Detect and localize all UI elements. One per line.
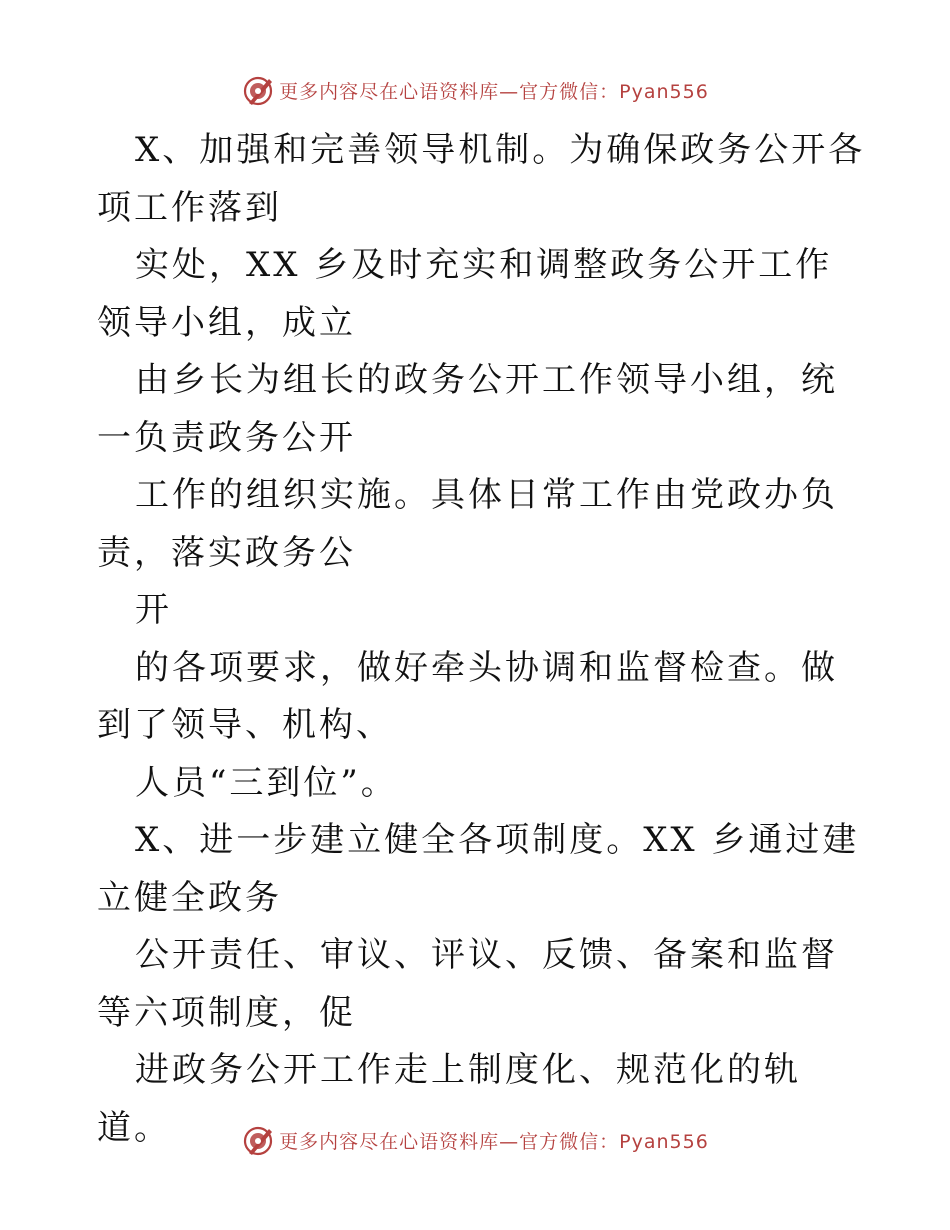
paragraph: 工作的组织实施。具体日常工作由党政办负责，落实政务公	[97, 475, 838, 573]
document-body	[97, 122, 867, 1157]
paragraph: 的各项要求，做好牵头协调和监督检查。做到了领导、机构、	[97, 647, 838, 745]
quill-seal-icon	[241, 73, 275, 107]
quill-seal-icon	[241, 1123, 275, 1157]
footer-banner	[0, 1120, 950, 1160]
footer-banner-text: 更多内容尽在心语资料库—官方微信：Pyan556	[279, 1130, 709, 1153]
paragraph: 人员“三到位”。	[135, 762, 398, 803]
paragraph: 公开责任、审议、评议、反馈、备案和监督等六项制度，促	[97, 935, 838, 1033]
paragraph: 由乡长为组长的政务公开工作领导小组，统一负责政务公开	[97, 360, 838, 458]
paragraph: X、加强和完善领导机制。为确保政务公开各项工作落到	[97, 130, 866, 228]
header-banner	[0, 70, 950, 110]
paragraph: 开	[135, 590, 172, 630]
paragraph: X、进一步建立健全各项制度。XX 乡通过建立健全政务	[97, 820, 860, 918]
header-banner-text: 更多内容尽在心语资料库—官方微信：Pyan556	[279, 80, 709, 103]
paragraph: 进政务公开工作走上制度化、规范化的轨道。	[97, 1050, 801, 1148]
paragraph: 实处，XX 乡及时充实和调整政务公开工作领导小组，成立	[97, 245, 833, 343]
